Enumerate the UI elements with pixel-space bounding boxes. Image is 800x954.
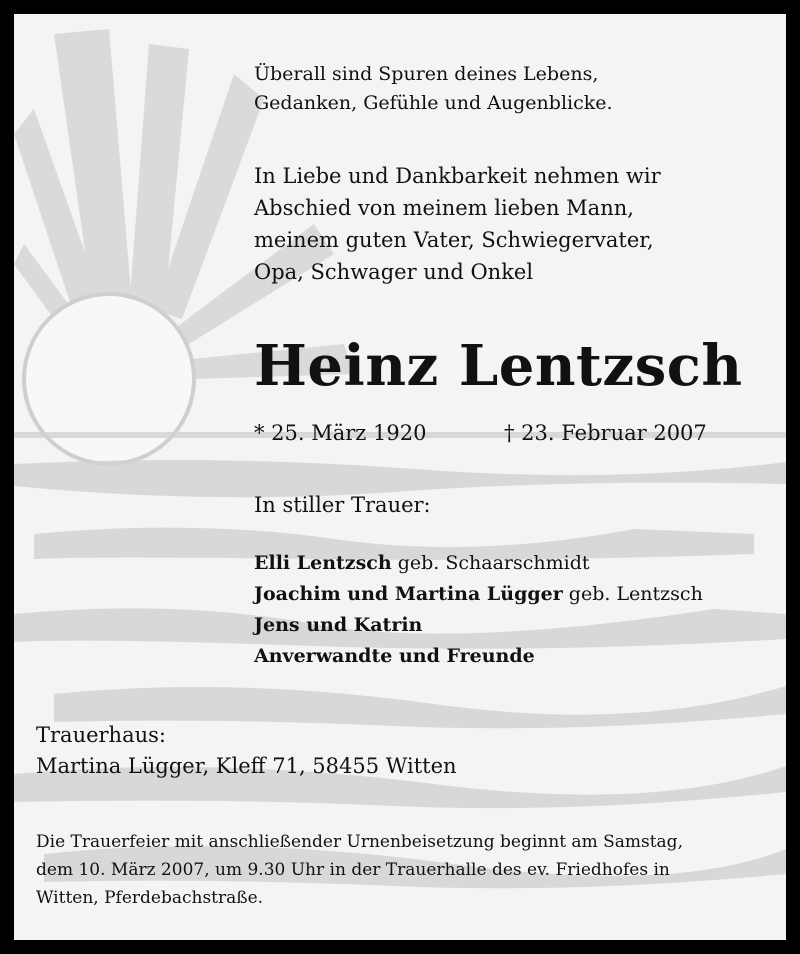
death-date: † 23. Februar 2007 <box>504 421 707 445</box>
mourner-names: Elli Lentzsch <box>254 552 392 574</box>
mourner-entry <box>254 548 703 579</box>
intro-line: Abschied von meinem lieben Mann, <box>254 196 634 220</box>
farewell-intro <box>254 160 661 288</box>
mourner-birth-name: geb. Schaarschmidt <box>391 552 590 574</box>
mourners-list <box>254 548 703 672</box>
poem-verse <box>254 60 613 118</box>
deceased-name: Heinz Lentzsch <box>254 333 743 399</box>
service-line: dem 10. März 2007, um 9.30 Uhr in der Trauerhalle des ev. Friedhofes in <box>36 860 670 880</box>
mourner-entry <box>254 610 703 641</box>
poem-line: Überall sind Spuren deines Lebens, <box>254 63 599 85</box>
mourner-birth-name: geb. Lentzsch <box>562 583 703 605</box>
mourner-names: Jens und Katrin <box>254 614 423 636</box>
mourning-heading: In stiller Trauer: <box>254 493 431 517</box>
mourner-names: Joachim und Martina Lügger <box>254 583 563 605</box>
house-address: Martina Lügger, Kleff 71, 58455 Witten <box>36 754 457 778</box>
service-line: Witten, Pferdebachstraße. <box>36 888 264 908</box>
mourner-entry <box>254 641 703 672</box>
intro-line: Opa, Schwager und Onkel <box>254 260 534 284</box>
sunset-sketch-background <box>14 14 786 940</box>
service-line: Die Trauerfeier mit anschließender Urnenbeisetzung beginnt am Samstag, <box>36 832 683 852</box>
birth-date: * 25. März 1920 <box>254 421 427 445</box>
funeral-service-notice <box>36 828 766 912</box>
mourner-names: Anverwandte und Freunde <box>254 645 535 667</box>
intro-line: In Liebe und Dankbarkeit nehmen wir <box>254 164 661 188</box>
house-label: Trauerhaus: <box>36 723 166 747</box>
mourning-house <box>36 720 457 782</box>
poem-line: Gedanken, Gefühle und Augenblicke. <box>254 92 613 114</box>
mourner-entry <box>254 579 703 610</box>
life-dates <box>254 418 774 448</box>
obituary-card <box>14 14 786 940</box>
intro-line: meinem guten Vater, Schwiegervater, <box>254 228 654 252</box>
sun-disc <box>24 294 194 464</box>
